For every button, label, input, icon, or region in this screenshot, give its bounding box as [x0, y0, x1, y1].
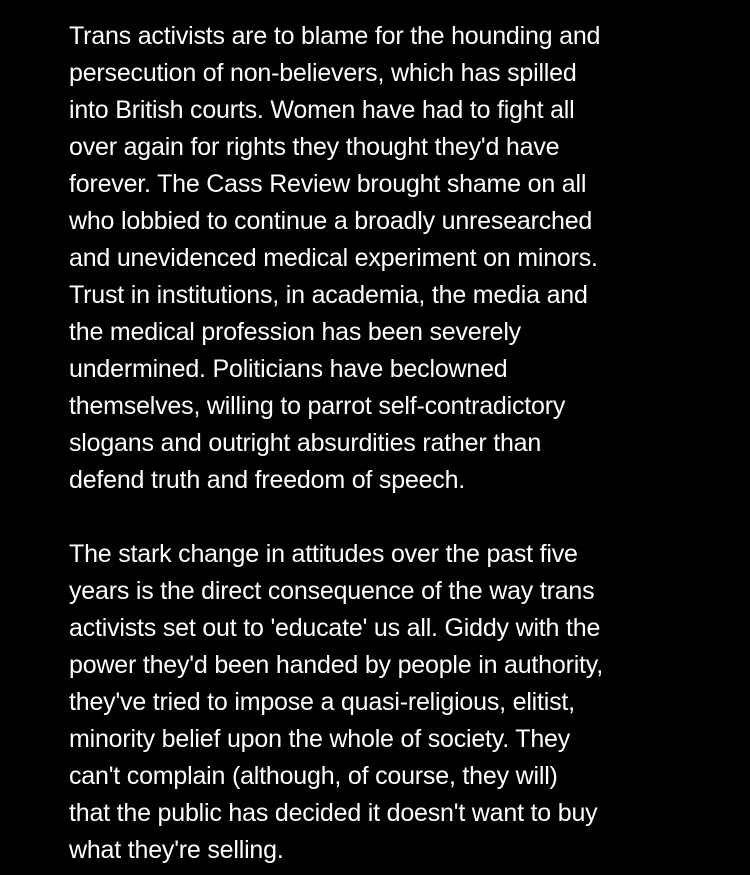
text-line: what they're selling. [69, 836, 284, 864]
text-line: slogans and outright absurdities rather than [69, 429, 542, 457]
text-line: themselves, willing to parrot self-contradictory [69, 392, 566, 420]
text-line: persecution of non-believers, which has spilled [69, 59, 577, 87]
text-line: minority belief upon the whole of society. They [69, 725, 571, 753]
text-line: undermined. Politicians have beclowned [69, 355, 508, 383]
paragraph-2 [69, 536, 709, 869]
paragraph-1 [69, 18, 709, 499]
text-line: into British courts. Women have had to fight all [69, 96, 575, 124]
text-line: they've tried to impose a quasi-religious, elitist, [69, 688, 575, 716]
text-line: years is the direct consequence of the way trans [69, 577, 595, 605]
paragraph-spacer [69, 499, 709, 536]
text-line: and unevidenced medical experiment on minors. [69, 244, 598, 272]
text-line: over again for rights they thought they'd have [69, 133, 560, 161]
text-line: power they'd been handed by people in authority, [69, 651, 603, 679]
text-line: Trans activists are to blame for the hounding and [69, 22, 601, 50]
text-line: can't complain (although, of course, they will) [69, 762, 558, 790]
post-text-body [69, 18, 709, 869]
text-line: activists set out to 'educate' us all. Giddy with the [69, 614, 601, 642]
text-line: that the public has decided it doesn't want to buy [69, 799, 598, 827]
text-line: the medical profession has been severely [69, 318, 521, 346]
text-line: defend truth and freedom of speech. [69, 466, 466, 494]
text-line: who lobbied to continue a broadly unresearched [69, 207, 593, 235]
text-line: The stark change in attitudes over the past five [69, 540, 578, 568]
text-line: Trust in institutions, in academia, the media and [69, 281, 588, 309]
text-line: forever. The Cass Review brought shame on all [69, 170, 587, 198]
